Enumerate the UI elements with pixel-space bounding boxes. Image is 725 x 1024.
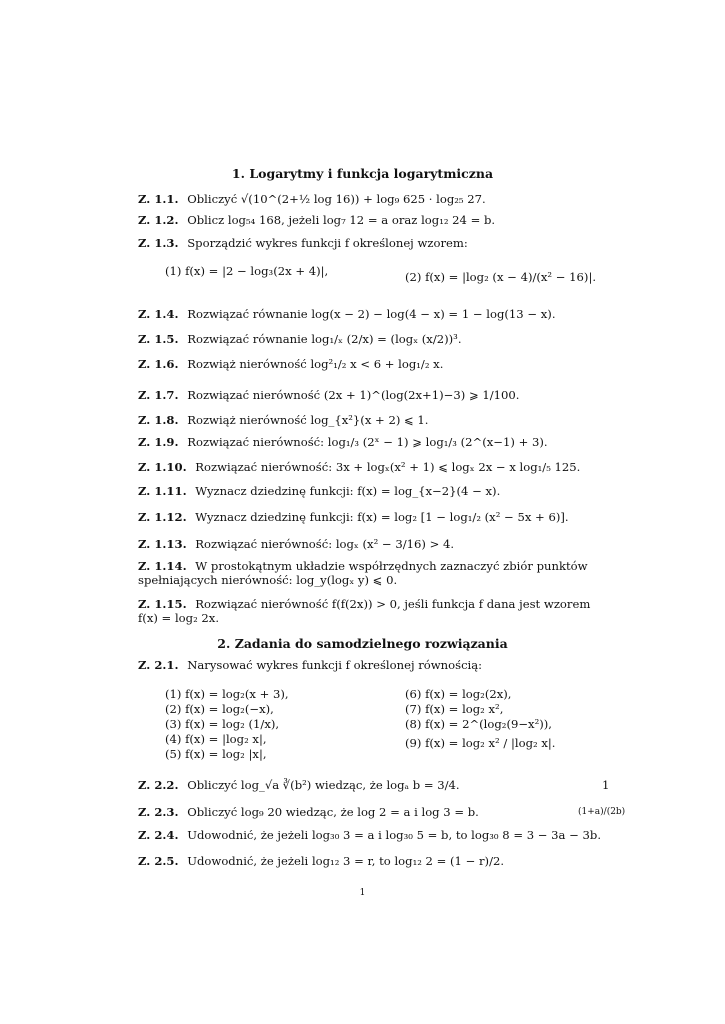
problem-text: Rozwiązać nierówność: log₁/₃ (2ˣ − 1) ⩾ log₁/₃ (2^(x−1) + 3). xyxy=(187,435,548,449)
problem-text: Narysować wykres funkcji f określonej równością: xyxy=(187,658,483,672)
problem-text: Rozwiązać równanie log₁/ₓ (2/x) = (logₓ (x/2))³. xyxy=(187,332,462,346)
z21-item-9: (9) f(x) = log₂ x² / |log₂ x|. xyxy=(405,736,556,750)
problem-1-2 xyxy=(138,213,608,227)
problem-label: Z. 1.9. xyxy=(138,435,179,449)
problem-text: Obliczyć log_√a ∛(b²) wiedząc, że logₐ b = 3/4. xyxy=(187,778,460,792)
z21-item-7: (7) f(x) = log₂ x², xyxy=(405,702,504,716)
problem-label: Z. 1.10. xyxy=(138,460,187,474)
problem-2-5 xyxy=(138,854,608,868)
problem-label: Z. 1.8. xyxy=(138,413,179,427)
problem-label: Z. 2.5. xyxy=(138,854,179,868)
problem-1-6 xyxy=(138,357,608,371)
problem-1-14 xyxy=(138,559,608,588)
problem-label: Z. 1.3. xyxy=(138,236,179,250)
problem-label: Z. 1.7. xyxy=(138,388,179,402)
answer-2-2: 1 xyxy=(602,778,610,792)
problem-1-5 xyxy=(138,332,608,346)
z21-item-6: (6) f(x) = log₂(2x), xyxy=(405,687,512,701)
problem-label: Z. 2.3. xyxy=(138,805,179,819)
problem-label: Z. 1.2. xyxy=(138,213,179,227)
problem-1-7 xyxy=(138,388,608,402)
problem-label: Z. 1.13. xyxy=(138,537,187,551)
z13-item-2: (2) f(x) = |log₂ (x − 4)/(x² − 16)|. xyxy=(405,270,597,284)
problem-text: Oblicz log₅₄ 168, jeżeli log₇ 12 = a oraz log₁₂ 24 = b. xyxy=(187,213,496,227)
problem-label: Z. 1.6. xyxy=(138,357,179,371)
problem-text: Wyznacz dziedzinę funkcji: f(x) = log₂ [1 − log₁/₂ (x² − 5x + 6)]. xyxy=(195,510,569,524)
z21-item-3: (3) f(x) = log₂ (1/x), xyxy=(165,717,280,731)
z21-item-5: (5) f(x) = log₂ |x|, xyxy=(165,747,267,761)
problem-text: Udowodnić, że jeżeli log₁₂ 3 = r, to log₁₂ 2 = (1 − r)/2. xyxy=(187,854,505,868)
problem-text: Rozwiązać nierówność f(f(2x)) > 0, jeśli funkcja f dana jest wzorem f(x) = log₂ 2x. xyxy=(138,597,591,626)
z13-item-1: (1) f(x) = |2 − log₃(2x + 4)|, xyxy=(165,264,329,278)
problem-text: Udowodnić, że jeżeli log₃₀ 3 = a i log₃₀ 5 = b, to log₃₀ 8 = 3 − 3a − 3b. xyxy=(187,828,602,842)
problem-label: Z. 1.11. xyxy=(138,484,187,498)
problem-1-10 xyxy=(138,460,608,474)
problem-label: Z. 2.4. xyxy=(138,828,179,842)
problem-text: Rozwiązać nierówność: logₓ (x² − 3/16) > 4. xyxy=(195,537,455,551)
page-number: 1 xyxy=(359,888,366,898)
problem-2-3 xyxy=(138,805,608,819)
problem-1-3 xyxy=(138,236,608,250)
z21-item-4: (4) f(x) = |log₂ x|, xyxy=(165,732,267,746)
problem-label: Z. 2.1. xyxy=(138,658,179,672)
problem-1-15 xyxy=(138,597,608,626)
problem-2-1 xyxy=(138,658,608,672)
problem-1-11 xyxy=(138,484,608,498)
z21-item-8: (8) f(x) = 2^(log₂(9−x²)), xyxy=(405,717,552,731)
problem-1-9 xyxy=(138,435,608,449)
problem-label: Z. 1.15. xyxy=(138,597,187,611)
problem-text: Rozwiązać równanie log(x − 2) − log(4 − x) = 1 − log(13 − x). xyxy=(187,307,556,321)
problem-1-4 xyxy=(138,307,608,321)
problem-text: Obliczyć √(10^(2+½ log 16)) + log₉ 625 · log₂₅ 27. xyxy=(187,192,486,206)
z21-item-1: (1) f(x) = log₂(x + 3), xyxy=(165,687,289,701)
problem-label: Z. 1.5. xyxy=(138,332,179,346)
problem-text: Rozwiązać nierówność: 3x + logₓ(x² + 1) ⩽ logₓ 2x − x log₁/₅ 125. xyxy=(195,460,581,474)
problem-1-8 xyxy=(138,413,608,427)
problem-2-4 xyxy=(138,828,608,842)
problem-text: Rozwiąż nierówność log²₁/₂ x < 6 + log₁/₂ x. xyxy=(187,357,444,371)
problem-label: Z. 1.12. xyxy=(138,510,187,524)
problem-label: Z. 2.2. xyxy=(138,778,179,792)
problem-1-13 xyxy=(138,537,608,551)
problem-label: Z. 1.1. xyxy=(138,192,179,206)
problem-1-12 xyxy=(138,510,608,524)
problem-text: Rozwiąż nierówność log_{x²}(x + 2) ⩽ 1. xyxy=(187,413,429,427)
answer-2-3: (1+a)/(2b) xyxy=(578,807,626,817)
section1-title: 1. Logarytmy i funkcja logarytmiczna xyxy=(231,166,494,181)
problem-1-1 xyxy=(138,192,608,206)
problem-label: Z. 1.14. xyxy=(138,559,187,573)
problem-text: Rozwiązać nierówność (2x + 1)^(log(2x+1)−3) ⩾ 1/100. xyxy=(187,388,520,402)
section2-title: 2. Zadania do samodzielnego rozwiązania xyxy=(217,636,508,651)
problem-text: Sporządzić wykres funkcji f określonej wzorem: xyxy=(187,236,468,250)
problem-2-2 xyxy=(138,778,608,792)
problem-text: Obliczyć log₉ 20 wiedząc, że log 2 = a i log 3 = b. xyxy=(187,805,479,819)
z21-item-2: (2) f(x) = log₂(−x), xyxy=(165,702,274,716)
problem-text: W prostokątnym układzie współrzędnych zaznaczyć zbiór punktów spełniających nierówność: log_y(logₓ y) ⩽ 0. xyxy=(138,559,588,588)
problem-label: Z. 1.4. xyxy=(138,307,179,321)
problem-text: Wyznacz dziedzinę funkcji: f(x) = log_{x−2}(4 − x). xyxy=(195,484,501,498)
